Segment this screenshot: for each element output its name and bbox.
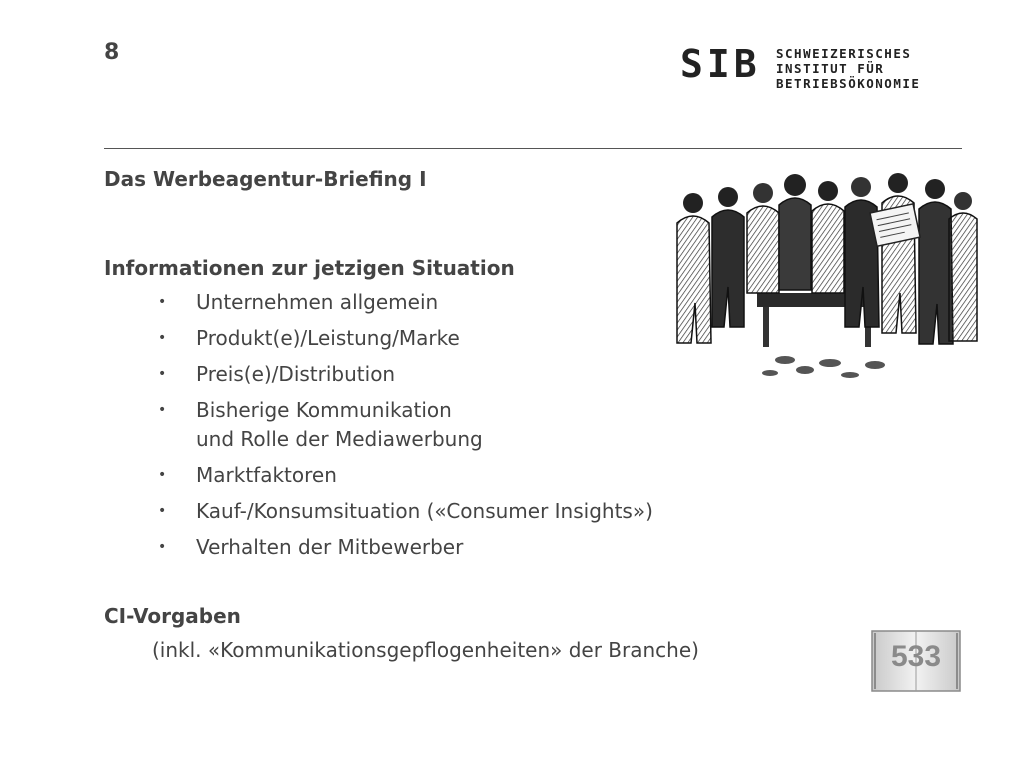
list-item — [158, 497, 653, 526]
list-item-text: Verhalten der Mitbewerber — [196, 535, 464, 559]
list-item-text: Produkt(e)/Leistung/Marke — [196, 326, 460, 350]
list-item — [158, 533, 653, 562]
list-item-text: Unternehmen allgemein — [196, 290, 439, 314]
logo-line: BETRIEBSÖKONOMIE — [776, 76, 921, 91]
logo-line: SCHWEIZERISCHES — [776, 46, 912, 61]
workers-group-illustration — [665, 165, 980, 390]
list-item-text: Preis(e)/Distribution — [196, 362, 396, 386]
page-number: 533 — [890, 640, 942, 673]
bullet-icon: • — [158, 539, 167, 555]
bullet-icon: • — [158, 402, 167, 418]
logo-line: INSTITUT FÜR — [776, 61, 885, 76]
list-item — [158, 360, 653, 389]
list-item-text: Marktfaktoren — [196, 463, 337, 487]
sib-logo-letters: SIB — [680, 42, 761, 86]
header-divider — [104, 148, 962, 149]
bullet-icon: • — [158, 330, 167, 346]
slide-title: Das Werbeagentur-Briefing I — [104, 167, 427, 191]
section-heading-situation: Informationen zur jetzigen Situation — [104, 256, 515, 280]
ci-note: (inkl. «Kommunikationsgepflogenheiten» der Branche) — [152, 638, 699, 662]
section-heading-ci: CI-Vorgaben — [104, 604, 241, 628]
bullet-icon: • — [158, 294, 167, 310]
bullet-icon: • — [158, 503, 167, 519]
list-item — [158, 324, 653, 353]
list-item — [158, 288, 653, 317]
chapter-number: 8 — [104, 40, 120, 65]
sib-logo-text — [776, 46, 920, 91]
list-item — [158, 461, 653, 490]
situation-bullet-list — [158, 288, 653, 569]
bullet-icon: • — [158, 366, 167, 382]
list-item-text: Kauf-/Konsumsituation («Consumer Insights») — [196, 499, 653, 523]
list-item — [158, 396, 653, 454]
bullet-icon: • — [158, 467, 167, 483]
list-item-text-line2: und Rolle der Mediawerbung — [196, 427, 483, 451]
list-item-text: Bisherige Kommunikation — [196, 398, 452, 422]
